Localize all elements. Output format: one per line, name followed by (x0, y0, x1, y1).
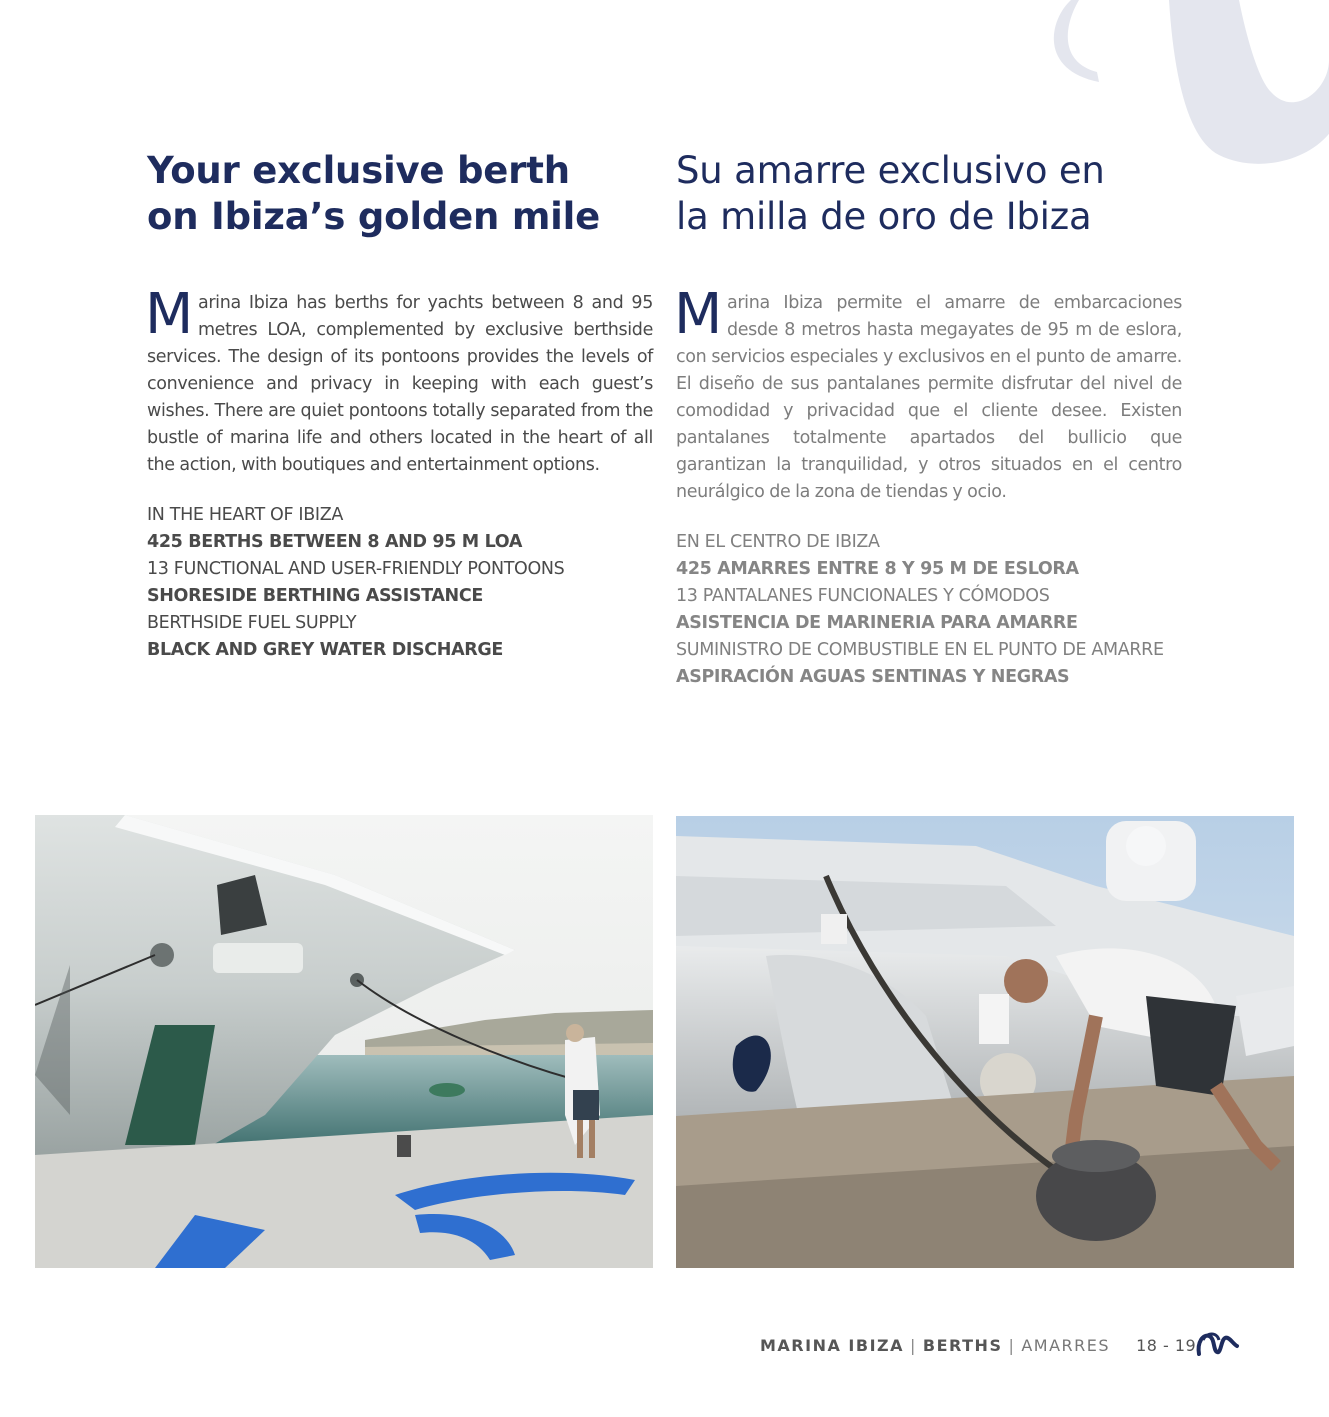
intro-paragraph-en (145, 282, 653, 479)
title-line-1: Your exclusive berth (147, 149, 570, 192)
mooring-crew-photo (676, 816, 1294, 1268)
drop-cap: M (674, 282, 722, 347)
drop-cap: M (145, 282, 193, 347)
page-footer (760, 1333, 1240, 1357)
english-column (147, 148, 653, 664)
marina-ibiza-logo-icon (1195, 1330, 1241, 1358)
feature-item: 425 BERTHS BETWEEN 8 AND 95 M LOA (147, 532, 523, 552)
page-title-en (147, 148, 653, 240)
feature-item: 13 FUNCTIONAL AND USER-FRIENDLY PONTOONS (147, 559, 565, 579)
title-line-1: Su amarre exclusivo en (676, 149, 1105, 192)
feature-list-en (147, 502, 653, 664)
feature-item: 425 AMARRES ENTRE 8 Y 95 M DE ESLORA (676, 559, 1079, 579)
spanish-column (676, 148, 1182, 691)
feature-item: ASISTENCIA DE MARINERIA PARA AMARRE (676, 613, 1078, 633)
footer-section-en: BERTHS (922, 1335, 1003, 1355)
page-numbers: 18 - 19 (1136, 1335, 1197, 1355)
intro-paragraph-es (674, 282, 1182, 506)
intro-text: arina Ibiza has berths for yachts between 8 and 95 metres LOA, complemented by exclusive berthside services. The design of its pontoons provides the levels of convenience and privacy in keeping with each guest’s wishes. There are quiet pontoons totally separated from the bustle of marina life and others located in the heart of all the action, with boutiques and entertainment options. (147, 293, 653, 475)
yacht-bow-photo (35, 815, 653, 1268)
footer-brand: MARINA IBIZA (760, 1335, 905, 1355)
footer-separator: | (910, 1335, 917, 1355)
feature-item: 13 PANTALANES FUNCIONALES Y CÓMODOS (676, 586, 1050, 606)
feature-item: BLACK AND GREY WATER DISCHARGE (147, 640, 504, 660)
title-line-2: on Ibiza’s golden mile (147, 195, 601, 238)
feature-item: BERTHSIDE FUEL SUPPLY (147, 613, 357, 633)
intro-text: arina Ibiza permite el amarre de embarcaciones desde 8 metros hasta megayates de 95 m de eslora, con servicios especiales y exclusivos en el punto de amarre. El diseño de sus pantalanes permite disfrutar del nivel de comodidad y privacidad que el cliente desee. Existen pantalanes totalmente apartados del bullicio que garantizan la tranquilidad, y otros situados en el centro neurálgico de la zona de tiendas y ocio. (676, 293, 1182, 502)
feature-item: SUMINISTRO DE COMBUSTIBLE EN EL PUNTO DE AMARRE (676, 640, 1164, 660)
feature-item: ASPIRACIÓN AGUAS SENTINAS Y NEGRAS (676, 667, 1070, 687)
footer-section-es: AMARRES (1021, 1335, 1111, 1355)
page-title-es (676, 148, 1182, 240)
feature-item: EN EL CENTRO DE IBIZA (676, 532, 880, 552)
feature-list-es (676, 529, 1182, 691)
footer-separator: | (1008, 1335, 1016, 1355)
feature-item: IN THE HEART OF IBIZA (147, 505, 343, 525)
title-line-2: la milla de oro de Ibiza (676, 195, 1092, 238)
feature-item: SHORESIDE BERTHING ASSISTANCE (147, 586, 483, 606)
